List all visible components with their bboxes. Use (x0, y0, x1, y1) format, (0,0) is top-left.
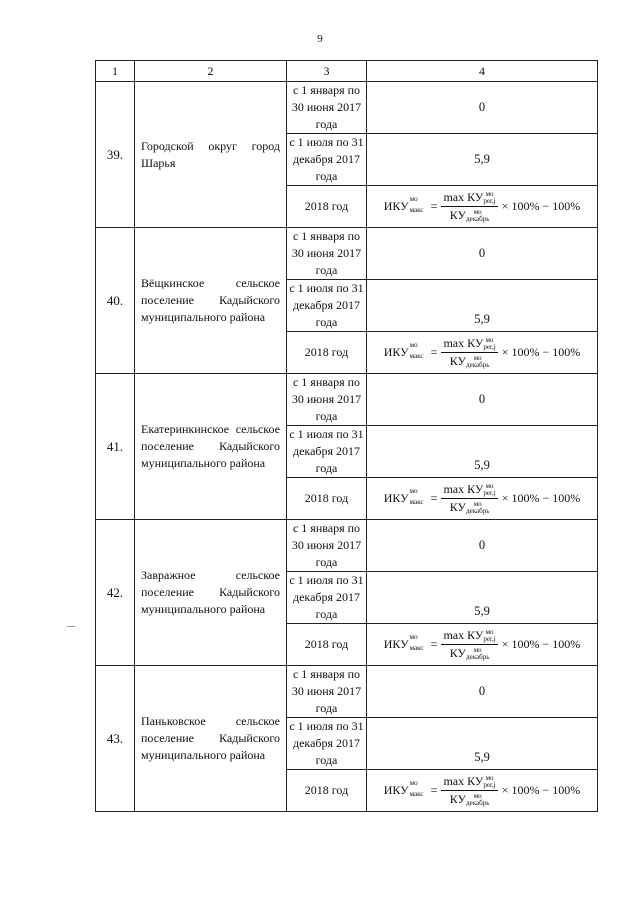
table-row (96, 228, 598, 280)
formula-denominator: КУ мо декабрь (449, 500, 490, 516)
header-col-1: 1 (96, 61, 135, 82)
index-value: 5,9 (367, 718, 598, 770)
index-value: 0 (367, 82, 598, 134)
period-label: с 1 января по 30 июня 2017 года (287, 82, 367, 134)
table-row (96, 374, 598, 426)
period-label: с 1 июля по 31 декабря 2017 года (287, 280, 367, 332)
index-value: 0 (367, 228, 598, 280)
index-value: 0 (367, 374, 598, 426)
formula-numerator: max КУ мо per,j (443, 335, 496, 351)
table-row (96, 82, 598, 134)
period-label: 2018 год (287, 186, 367, 228)
formula (384, 336, 581, 370)
header-col-3: 3 (287, 61, 367, 82)
index-value: 5,9 (367, 426, 598, 478)
formula-lhs: ИКУ мо макс (383, 195, 424, 215)
period-label: с 1 января по 30 июня 2017 года (287, 666, 367, 718)
formula-numerator: max КУ мо per,j (443, 627, 496, 643)
formula-lhs: ИКУ мо макс (383, 779, 424, 799)
header-col-2: 2 (135, 61, 287, 82)
tariff-table (95, 60, 598, 812)
row-number: 39. (96, 82, 135, 228)
formula-tail: × 100% − 100% (501, 783, 581, 797)
formula-fraction (441, 336, 497, 370)
formula-tail: × 100% − 100% (501, 637, 581, 651)
formula-fraction (441, 190, 497, 224)
municipality-name: Вёщкинское сельское поселение Кадыйского муниципального района (135, 228, 287, 374)
page-number: 9 (317, 33, 323, 45)
table-body (96, 82, 598, 812)
formula-lhs: ИКУ мо макс (383, 487, 424, 507)
period-label: с 1 июля по 31 декабря 2017 года (287, 718, 367, 770)
formula-fraction (441, 628, 497, 662)
formula (384, 190, 581, 224)
header-row (96, 61, 598, 82)
formula-equals: = (430, 783, 438, 797)
formula-denominator: КУ мо декабрь (449, 792, 490, 808)
index-formula-cell (367, 478, 598, 520)
formula-numerator: max КУ мо per,j (443, 189, 496, 205)
period-label: 2018 год (287, 332, 367, 374)
formula (384, 774, 581, 808)
municipality-name: Паньковское сельское поселение Кадыйского муниципального района (135, 666, 287, 812)
margin-mark (67, 626, 75, 627)
index-value: 5,9 (367, 134, 598, 186)
row-number: 40. (96, 228, 135, 374)
formula-denominator: КУ мо декабрь (449, 646, 490, 662)
period-label: с 1 января по 30 июня 2017 года (287, 228, 367, 280)
formula-fraction (441, 774, 497, 808)
row-number: 42. (96, 520, 135, 666)
formula-fraction (441, 482, 497, 516)
period-label: 2018 год (287, 624, 367, 666)
formula-lhs: ИКУ мо макс (383, 633, 424, 653)
formula-equals: = (430, 345, 438, 359)
period-label: с 1 июля по 31 декабря 2017 года (287, 134, 367, 186)
index-value: 5,9 (367, 572, 598, 624)
formula-tail: × 100% − 100% (501, 345, 581, 359)
municipality-name: Городской округ город Шарья (135, 82, 287, 228)
table-row (96, 520, 598, 572)
formula-numerator: max КУ мо per,j (443, 481, 496, 497)
formula-denominator: КУ мо декабрь (449, 208, 490, 224)
formula-lhs: ИКУ мо макс (383, 341, 424, 361)
period-label: с 1 января по 30 июня 2017 года (287, 374, 367, 426)
period-label: 2018 год (287, 478, 367, 520)
index-formula-cell (367, 770, 598, 812)
row-number: 43. (96, 666, 135, 812)
formula-equals: = (430, 199, 438, 213)
formula-denominator: КУ мо декабрь (449, 354, 490, 370)
row-number: 41. (96, 374, 135, 520)
municipality-name: Завражное сельское поселение Кадыйского муниципального района (135, 520, 287, 666)
table-row (96, 666, 598, 718)
formula-tail: × 100% − 100% (501, 491, 581, 505)
header-col-4: 4 (367, 61, 598, 82)
period-label: 2018 год (287, 770, 367, 812)
index-value: 5,9 (367, 280, 598, 332)
index-value: 0 (367, 666, 598, 718)
formula (384, 482, 581, 516)
municipality-name: Екатеринкинское сельское поселение Кадыйского муниципального района (135, 374, 287, 520)
formula-tail: × 100% − 100% (501, 199, 581, 213)
period-label: с 1 июля по 31 декабря 2017 года (287, 426, 367, 478)
formula (384, 628, 581, 662)
period-label: с 1 января по 30 июня 2017 года (287, 520, 367, 572)
formula-equals: = (430, 491, 438, 505)
index-formula-cell (367, 624, 598, 666)
index-formula-cell (367, 186, 598, 228)
formula-numerator: max КУ мо per,j (443, 773, 496, 789)
index-value: 0 (367, 520, 598, 572)
formula-equals: = (430, 637, 438, 651)
period-label: с 1 июля по 31 декабря 2017 года (287, 572, 367, 624)
index-formula-cell (367, 332, 598, 374)
